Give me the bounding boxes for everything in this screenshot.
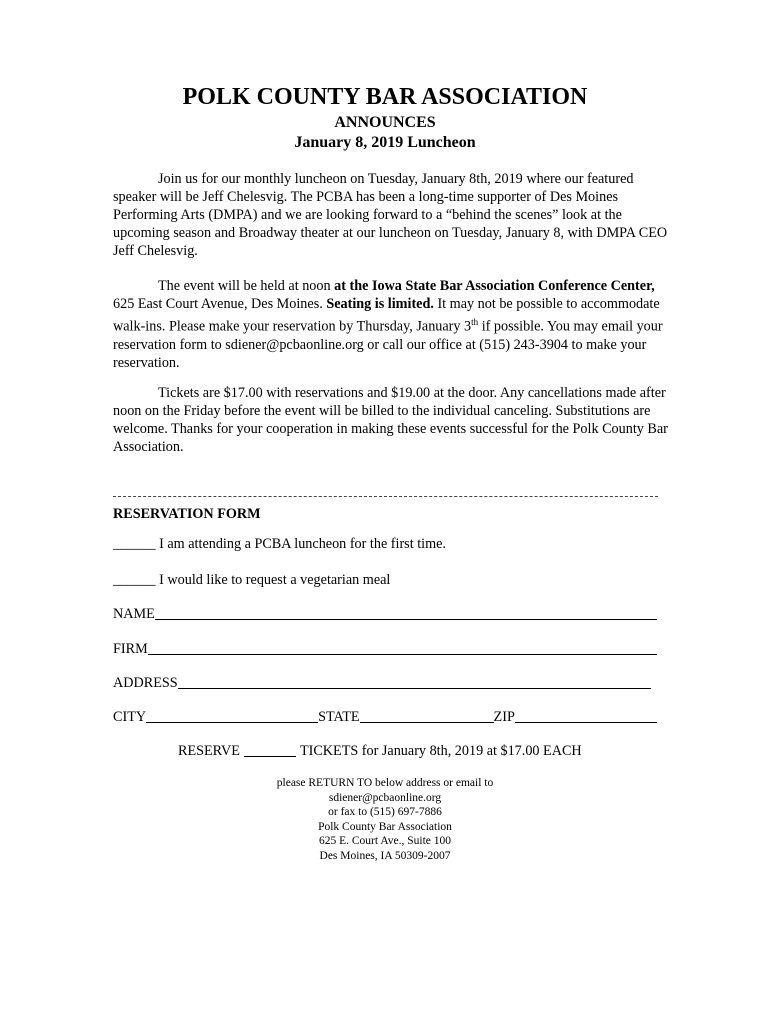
seating-limited-text: Seating is limited. [326, 296, 434, 312]
address-field[interactable] [113, 674, 651, 692]
city-state-zip-field[interactable] [113, 708, 657, 726]
firm-label: FIRM [113, 641, 148, 657]
ordinal-suffix: th [471, 317, 479, 327]
first-time-checkline[interactable]: ______ I am attending a PCBA luncheon for the first time. [113, 536, 446, 552]
return-email: sdiener@pcbaonline.org [328, 791, 442, 804]
reserve-label: RESERVE [178, 743, 240, 759]
state-blank[interactable] [360, 708, 494, 723]
return-address-block [0, 776, 770, 864]
city-label: CITY [113, 709, 147, 725]
address-label: ADDRESS [113, 675, 178, 691]
venue-bold-text: at the Iowa State Bar Association Conference Center, [334, 278, 655, 294]
event-details-paragraph [113, 277, 668, 372]
intro-paragraph: Join us for our monthly luncheon on Tuesday, January 8th, 2019 where our featured speaker will be Jeff Chelesvig. The PCBA has been a long-time supporter of Des Moines Performing Arts (DMPA) and we are looking forward to a “behind the scenes” look at the upcoming season and Broadway theater at our luncheon on Tuesday, January 8, with DMPA CEO Jeff Chelesvig. [113, 171, 668, 259]
state-label: STATE [318, 709, 360, 725]
zip-label: ZIP [493, 709, 515, 725]
tickets-paragraph: Tickets are $17.00 with reservations and $19.00 at the door. Any cancellations made after noon on the Friday before the event will be billed to the individual canceling. Substitutions are welcome. Thanks for your cooperation in making these events successful for the Polk County Bar Association. [113, 385, 668, 455]
tickets-label: TICKETS for January 8th, 2019 at $17.00 EACH [299, 743, 582, 759]
name-field[interactable] [113, 605, 657, 623]
page-title: POLK COUNTY BAR ASSOCIATION [182, 84, 588, 110]
return-instruction: please RETURN TO below address or email to [276, 777, 494, 789]
reservation-deadline-text: It may not be possible to accommodate walk-ins. Please make your reservation by Thursday, January 3 [113, 296, 660, 335]
zip-blank[interactable] [515, 708, 657, 723]
address-text: 625 East Court Avenue, Des Moines. [113, 296, 327, 312]
return-org-name: Polk County Bar Association [318, 820, 452, 833]
return-city: Des Moines, IA 50309-2007 [319, 849, 451, 862]
reservation-form-heading: RESERVATION FORM [113, 506, 261, 522]
name-label: NAME [113, 606, 155, 622]
announces-heading: ANNOUNCES [334, 114, 436, 131]
vegetarian-meal-checkline[interactable]: ______ I would like to request a vegetarian meal [113, 572, 391, 588]
firm-field[interactable] [113, 640, 657, 658]
name-blank[interactable] [155, 605, 657, 620]
ticket-count-blank[interactable] [244, 742, 296, 757]
firm-blank[interactable] [148, 640, 657, 655]
cut-line-divider [113, 496, 658, 497]
contact-text: if possible. You may email your reservation form to sdiener@pcbaonline.org or call our office at (515) 243-3904 to make your reservation. [113, 318, 663, 371]
event-date-heading: January 8, 2019 Luncheon [294, 134, 476, 151]
address-blank[interactable] [178, 674, 651, 689]
city-blank[interactable] [146, 708, 318, 723]
return-street: 625 E. Court Ave., Suite 100 [318, 835, 452, 848]
reserve-tickets-line[interactable] [178, 742, 582, 760]
event-details-text: The event will be held at noon [158, 278, 335, 294]
return-fax: or fax to (515) 697-7886 [328, 806, 442, 819]
